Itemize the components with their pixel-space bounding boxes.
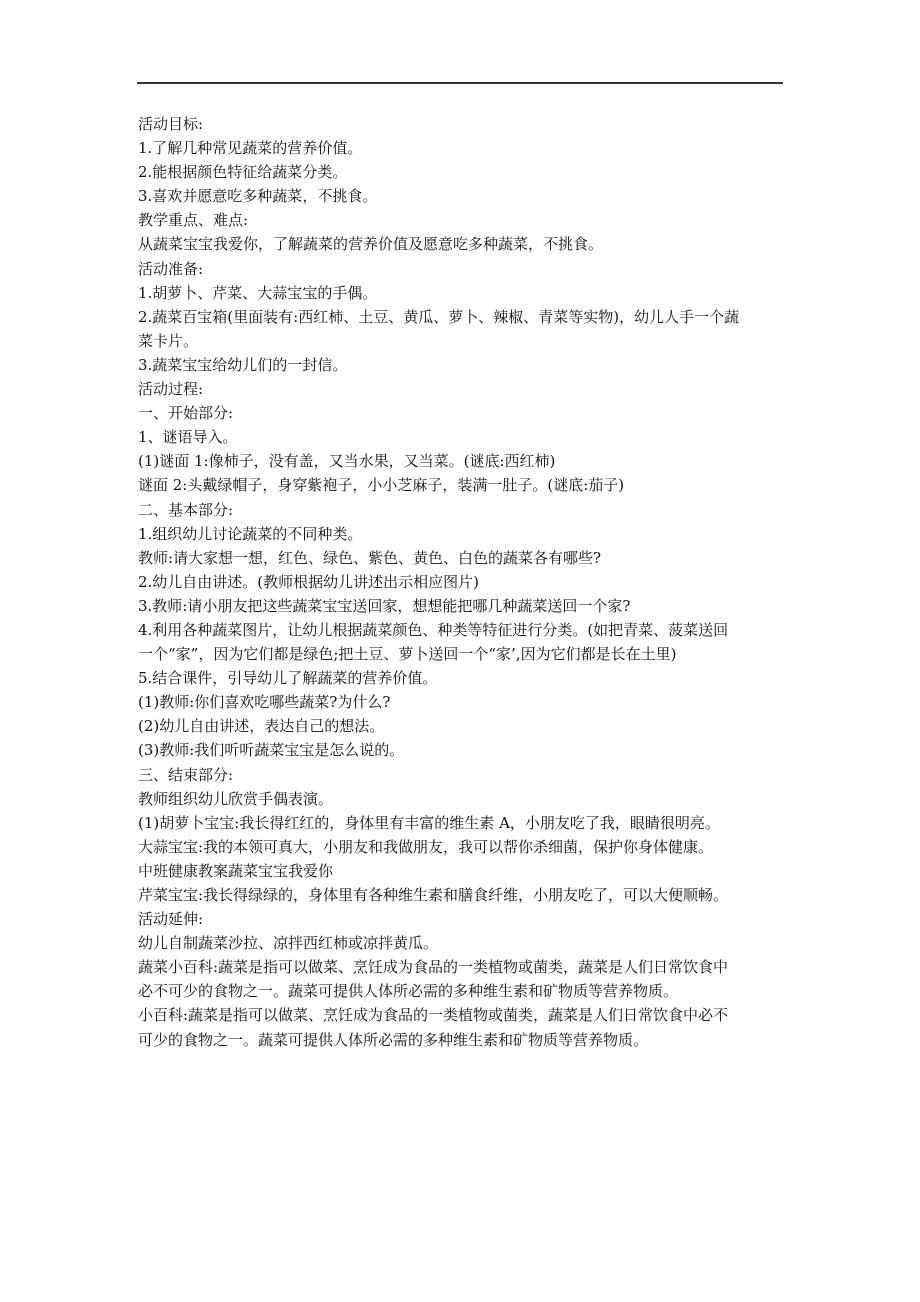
text-line: 1.了解几种常见蔬菜的营养价值。 — [138, 139, 363, 158]
text-line: 3.蔬菜宝宝给幼儿们的一封信。 — [138, 355, 348, 374]
text-line: 一个“家”，因为它们都是绿色;把土豆、萝卜送回一个“家’,因为它们都是长在土里) — [138, 645, 677, 664]
text-line: 活动延伸: — [138, 910, 204, 929]
text-line: (1)谜面 1:像柿子，没有盖，又当水果，又当菜。(谜底:西红柿) — [138, 452, 556, 471]
text-line: 教师:请大家想一想，红色、绿色、紫色、黄色、白色的蔬菜各有哪些? — [138, 548, 602, 567]
text-line: 活动过程: — [138, 380, 204, 399]
text-line: 小百科:蔬菜是指可以做菜、烹饪成为食品的一类植物或菌类，蔬菜是人们日常饮食中必不 — [138, 1006, 729, 1025]
text-line: 1.组织幼儿讨论蔬菜的不同种类。 — [138, 524, 363, 543]
text-line: 蔬菜小百科:蔬菜是指可以做菜、烹饪成为食品的一类植物或菌类，蔬菜是人们日常饮食中 — [138, 958, 729, 977]
document-body — [138, 112, 786, 1052]
text-line: 中班健康教案蔬菜宝宝我爱你 — [138, 861, 334, 880]
text-line: 菜卡片。 — [138, 331, 199, 350]
text-line: 活动目标: — [138, 115, 204, 133]
text-line: 2.蔬菜百宝箱(里面装有:西红柿、土豆、黄瓜、萝卜、辣椒、青菜等实物)，幼儿人手一个蔬 — [138, 307, 740, 326]
text-line: 5.结合课件，引导幼儿了解蔬菜的营养价值。 — [138, 669, 438, 688]
text-line: 2.幼儿自由讲述。(教师根据幼儿讲述出示相应图片) — [138, 572, 480, 591]
text-line: 可少的食物之一。蔬菜可提供人体所必需的多种维生素和矿物质等营养物质。 — [138, 1030, 649, 1049]
text-line: 3.喜欢并愿意吃多种蔬菜，不挑食。 — [138, 187, 378, 206]
text-line: 活动准备: — [138, 259, 204, 278]
text-line: (3)教师:我们听听蔬菜宝宝是怎么说的。 — [138, 741, 405, 760]
text-line: 从蔬菜宝宝我爱你，了解蔬菜的营养价值及愿意吃多种蔬菜，不挑食。 — [138, 235, 604, 254]
text-line: (1)胡萝卜宝宝:我长得红红的，身体里有丰富的维生素 A，小朋友吃了我，眼睛很明亮。 — [138, 813, 720, 832]
text-line: (1)教师:你们喜欢吃哪些蔬菜?为什么? — [138, 693, 391, 712]
text-line: 芹菜宝宝:我长得绿绿的，身体里有各种维生素和膳食纤维，小朋友吃了，可以大便顺畅。 — [138, 886, 729, 904]
text-line: 一、开始部分: — [138, 404, 234, 423]
text-line: 教学重点、难点: — [138, 211, 249, 230]
text-line: 1.胡萝卜、芹菜、大蒜宝宝的手偶。 — [138, 283, 378, 302]
text-line: 教师组织幼儿欣赏手偶表演。 — [138, 789, 334, 808]
text-line: 幼儿自制蔬菜沙拉、凉拌西红柿或凉拌黄瓜。 — [138, 934, 439, 953]
text-line: 三、结束部分: — [138, 765, 234, 784]
text-line: (2)幼儿自由讲述，表达自己的想法。 — [138, 717, 385, 736]
text-line: 4.利用各种蔬菜图片，让幼儿根据蔬菜颜色、种类等特征进行分类。(如把青菜、菠菜送回 — [138, 620, 729, 639]
header-rule — [137, 82, 783, 84]
text-line: 二、基本部分: — [138, 500, 234, 519]
text-line: 必不可少的食物之一。蔬菜可提供人体所必需的多种维生素和矿物质等营养物质。 — [138, 982, 679, 1001]
text-line: 谜面 2:头戴绿帽子，身穿紫袍子，小小芝麻子，装满一肚子。(谜底:茄子) — [138, 476, 625, 495]
text-line: 2.能根据颜色特征给蔬菜分类。 — [138, 163, 348, 182]
text-line: 大蒜宝宝:我的本领可真大，小朋友和我做朋友，我可以帮你杀细菌，保护你身体健康。 — [138, 837, 714, 856]
text-line: 1、谜语导入。 — [138, 428, 238, 447]
text-line: 3.教师:请小朋友把这些蔬菜宝宝送回家，想想能把哪几种蔬菜送回一个家? — [138, 596, 631, 615]
